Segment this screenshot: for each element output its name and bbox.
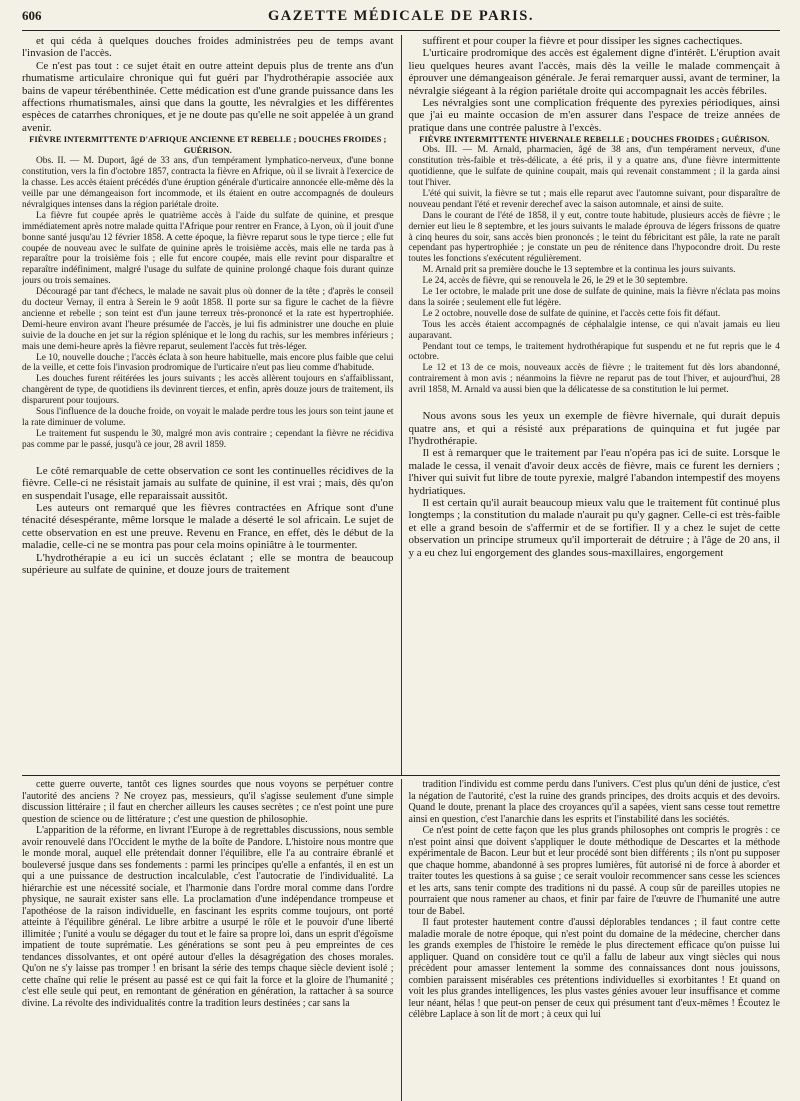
feuilleton-paragraph: Ce n'est point de cette façon que les plus grands philosophes ont compris le progrès : ce n'est point ainsi que doivent s'appliquer le doute méthodique de Descartes et la méthode expérimentale de Bacon. Leur but et leur procédé sont bien différents ; ils n'ont pu supposer que chaque homme, abandonné à ses propres lumières, fût autorisé ni de force à aborder et traiter toutes les questions à sa guise ; ce serait vouloir recommencer sans cesse les sciences et les arts, sans tenir compte des traditions ni du passé. A coup sûr de pareilles utopies ne pourraient que nous ramener au chaos, et finir par faire de l'œuvre de l'humanité une autre tour de Babel. (408, 825, 780, 917)
observation-paragraph: Le 2 octobre, nouvelle dose de sulfate de quinine, et l'accès cette fois fit défaut. (422, 308, 721, 319)
lower-section (22, 779, 780, 1101)
observation-paragraph: La fièvre fut coupée après le quatrième accès à l'aide du sulfate de quinine, et presque immédiatement après notre malade quitta l'Afrique pour rentrer en France, à Lyon, où il jouit d'une bonne santé jusqu'au 12 février 1858. A cette époque, la fièvre reparut sous le type tierce ; elle fut coupée de nouveau avec le sulfate de quinine après le troisième accès, mais elle ne tarda pas à reparaître pour la troisième fois ; elle fut encore coupée, mais elle revint pour disparaître et reparaître indéfiniment, malgré l'usage du sulfate de quinine prolongé chaque fois durant quinze jours ou trois semaines. (22, 210, 394, 287)
body-paragraph: Il est à remarquer que le traitement par l'eau n'opéra pas ici de suite. Lorsque le malade le cessa, il venait d'avoir deux accès de fièvre, mais ce furent les derniers ; l'hiver qui suivit fut libre de toute pyrexie, malgré l'abandon intempestif des moyens hydriatiques. (408, 447, 780, 497)
section-gap (22, 451, 394, 465)
body-paragraph: Ce n'est pas tout : ce sujet était en outre atteint depuis plus de trente ans d'un rhumatisme articulaire chronique qui fut guéri par l'hydrothérapie associée aux bains de vapeur térébenthinée. Cette médication est d'une grande puissance dans les affections rhumatismales, ainsi que dans la goutte, les névralgies et les différentes espèces de catarrhes chroniques, et je ne doute pas qu'elle ne soit appelée à un grand avenir. (22, 59, 394, 134)
section-heading: FIÈVRE INTERMITTENTE D'AFRIQUE ANCIENNE ET REBELLE ; DOUCHES FROIDES ; GUÉRISON. (29, 134, 387, 156)
observation-paragraph: L'été qui suivit, la fièvre se tut ; mais elle reparut avec l'automne suivant, pour disparaître de nouveau pendant l'été et revenir derechef avec la saison automnale, et ainsi de suite. (408, 188, 780, 210)
body-paragraph: Le côté remarquable de cette observation ce sont les continuelles récidives de la fièvre. Celle-ci ne résistait jamais au sulfate de quinine, il est vrai ; mais, dès qu'on en suspendait l'usage, elle reparaissait aussitôt. (22, 464, 394, 502)
body-paragraph: Les auteurs ont remarqué que les fièvres contractées en Afrique sont d'une ténacité désespérante, même lorsque le malade a déserté le sol africain. Le sujet de cette observation en est une preuve. Revenu en France, en effet, dès le début de la maladie, celle-ci ne se montra pas pour cela moins opiniâtre à le tourmenter. (22, 501, 394, 552)
left-column (22, 35, 402, 775)
observation-paragraph: Le 24, accès de fièvre, qui se renouvela le 26, le 29 et le 30 septembre. (422, 276, 688, 287)
observation-paragraph: Pendant tout ce temps, le traitement hydrothérapique fut suspendu et ne fut repris que le 4 octobre. (408, 341, 780, 363)
body-paragraph: et qui céda à quelques douches froides administrées peu de temps avant l'invasion de l'accès. (22, 35, 394, 60)
observation-paragraph: Obs. III. — M. Arnald, pharmacien, âgé de 38 ans, d'un tempérament nerveux, d'une constitution très-faible et très-délicate, a été pris, il y a quatre ans, d'une fièvre intermittente quotidienne, que le sulfate de quinine coupait, mais qui revenait constamment ; il la garda ainsi tout l'hiver. (408, 145, 780, 188)
observation-paragraph: Découragé par tant d'échecs, le malade ne savait plus où donner de la tête ; d'après le conseil du docteur Vernay, il entra à Serein le 9 août 1858. Il porte sur sa figure le cachet de la fièvre ancienne et rebelle ; son teint est d'un jaune terreux très-prononcé et la rate est hypertrophiée. Demi-heure environ avant l'heure présumée de l'accès, je lui fis administrer une douche en pluie suivie de la douche en jet sur la région splénique et le long du rachis, sur les membres inférieurs ; mais une demi-heure après la fièvre reparut, seulement l'accès fut très-léger. (22, 287, 394, 352)
body-paragraph: suffirent et pour couper la fièvre et pour dissiper les signes cachectiques. (422, 35, 743, 47)
feuilleton-paragraph: Il faut protester hautement contre d'aussi déplorables tendances ; il faut contre cette maladie morale de notre époque, qui n'est point du domaine de la médecine, chercher dans les grands exemples de l'histoire le remède le plus directement efficace qu'on puisse lui appliquer. Quand on considère tout ce qu'il a fallu de labeur aux vingt siècles qui nous précèdent pour amasser lentement la somme des connaissances dont nous jouissons, combien paraissent misérables ces prétentions individuelles si exorbitantes ! Et quand on voit les plus grandes intelligences, les plus vastes génies avouer leur insuffisance et comme leur néant, hélas ! que peut-on penser de ceux qui présument tant d'eux-mêmes ! Écoutez le célèbre Laplace à son lit de mort ; à ceux qui lui (408, 917, 780, 1020)
observation-paragraph: M. Arnald prit sa première douche le 13 septembre et la continua les jours suivants. (422, 265, 736, 276)
section-gap (409, 396, 781, 410)
page-number: 606 (22, 8, 42, 23)
upper-section (22, 35, 780, 776)
feuilleton-paragraph: tradition l'individu est comme perdu dans l'univers. C'est plus qu'un déni de justice, c'est la négation de l'autorité, c'est la ruine des grands principes, des droits acquis et des devoirs. Quand le doute, prenant la place des croyances qu'il a sapées, vient sans cesse tout remettre ainsi en question, c'est l'anarchie dans les esprits et l'instabilité dans les sociétés. (408, 779, 780, 825)
journal-title: GAZETTE MÉDICALE DE PARIS. (268, 8, 534, 24)
observation-paragraph: Le traitement fut suspendu le 30, malgré mon avis contraire ; cependant la fièvre ne récidiva pas comme par le passé, jusqu'à ce jour, 28 avril 1859. (22, 428, 394, 450)
observation-paragraph: Tous les accès étaient accompagnés de céphalalgie intense, ce qui n'avait jamais eu lieu auparavant. (408, 319, 780, 341)
observation-paragraph: Le 10, nouvelle douche ; l'accès éclata à son heure habituelle, mais encore plus faible que celui de la veille, et cette fois l'invasion prodromique de l'urticaire n'eut pas lieu comme d'habitude. (22, 352, 394, 374)
right-column (402, 35, 781, 775)
body-paragraph: L'urticaire prodromique des accès est également digne d'intérêt. L'éruption avait lieu quelques heures avant l'accès, mais dès la veille le malade commençait à éprouver une démangeaison générale. Je ferai remarquer aussi, avant de terminer, la névralgie siégeant à la région pariétale droite qui accompagnait les accès fébriles. (408, 47, 780, 97)
observation-paragraph: Les douches furent réitérées les jours suivants ; les accès allèrent toujours en s'affaiblissant, changèrent de type, de quotidiens ils devinrent tierces, et enfin, après douze jours de traitement, ils disparurent pour toujours. (22, 374, 394, 407)
feuilleton-paragraph: L'apparition de la réforme, en livrant l'Europe à de regrettables discussions, nous semble avoir renouvelé dans l'Occident le mythe de la boîte de Pandore. L'histoire nous montre que le monde moral, auquel elle prétendait donner l'équilibre, elle l'a au contraire ébranlé et bouleversé jusque dans ses fondements : parmi les principes qu'elle a enfantés, il en est un qui a une puissance de destruction incalculable, c'est l'autocratie de l'individualité. La hiérarchie est une nécessité sociale, et l'harmonie dans l'ordre moral comme dans l'ordre physique, ne saurait exister sans elle. La proclamation d'une indépendance trompeuse et l'apothéose de la raison individuelle, en fascinant les esprits comme toujours, ont porté atteinte à l'équilibre général. Le libre arbitre a usurpé le rôle et le pouvoir d'une liberté illimitée ; l'unité a voulu se dégager du tout et le faire sa propre loi, dans un esprit d'égoïsme impatient de toute suprématie. Les générations se sont peu à peu empreintes de ces tendances dissolvantes, et ont opéré autour d'elles la désagrégation des choses morales. Qu'on ne s'y laisse pas tromper ! en brisant la série des temps chaque siècle devient isolé ; cette chaîne qui relie le présent au passé est ce qui fait la force et la gloire de l'humanité ; c'est elle seule qui peut, en remontant de génération en génération, la rattacher à sa source divine. La révolte des individualités contre la tradition leurs destinées ; car sans la (22, 825, 394, 1009)
observation-paragraph: Dans le courant de l'été de 1858, il y eut, contre toute habitude, plusieurs accès de fièvre ; le dernier eut lieu le 8 septembre, et les jours suivants le malade éprouva de légers frissons de quatre à cinq heures du soir, sans accès bien prononcés ; le teint du fébricitant est pâle, la rate ne paraît cependant pas hypertrophiée ; je constate un peu de rénitence dans l'hypocondre droit. Du reste toutes les fonctions s'exécutent régulièrement. (408, 210, 780, 265)
body-paragraph: L'hydrothérapie a eu ici un succès éclatant ; elle se montra de beaucoup supérieure au sulfate de quinine, et douze jours de traitement (22, 551, 394, 576)
observation-paragraph: Obs. II. — M. Duport, âgé de 33 ans, d'un tempérament lymphatico-nerveux, d'une bonne constitution, vers la fin d'octobre 1857, contracta la fièvre en Afrique, où il se livrait à l'exercice de la chasse. Les accès étaient précédés d'une éruption générale d'urticaire annoncée elle-même dès la veille par une démangeaison fort incommode, et ils étaient en outre accompagnés de douleurs névralgiques intenses dans la région pariétale droite. (22, 156, 394, 210)
body-paragraph: Les névralgies sont une complication fréquente des pyrexies périodiques, ainsi que j'ai eu mainte occasion de m'en assurer dans l'espace de treize années de pratique dans une contrée palustre à l'excès. (408, 97, 780, 134)
lower-left-column (22, 779, 402, 1101)
observation-paragraph: Le 12 et 13 de ce mois, nouveaux accès de fièvre ; le traitement fut dès lors abandonné, contrairement à mon avis ; néanmoins la fièvre ne reparut pas de tout l'hiver, et aujourd'hui, 28 avril 1858, M. Arnald va aussi bien que la délicatesse de sa constitution le lui permet. (408, 363, 780, 396)
body-paragraph: Nous avons sous les yeux un exemple de fièvre hivernale, qui durait depuis quatre ans, et qui a résisté aux préparations de quinquina et fut jugée par l'hydrothérapie. (408, 410, 780, 447)
lower-right-column (402, 779, 781, 1101)
feuilleton-paragraph: cette guerre ouverte, tantôt ces lignes sourdes que nous voyons se perpétuer contre l'autorité des anciens ? Ne croyez pas, messieurs, qu'il s'agisse seulement d'une simple discussion littéraire ; il faut en chercher ailleurs les causes secrètes ; ce n'est point une pure question de science ou de littérature ; c'est une question de philosophie. (22, 779, 394, 825)
running-header (22, 8, 780, 31)
section-heading: FIÈVRE INTERMITTENTE HIVERNALE REBELLE ; DOUCHES FROIDES ; GUÉRISON. (419, 134, 770, 145)
body-paragraph: Il est certain qu'il aurait beaucoup mieux valu que le traitement fût continué plus longtemps ; la constitution du malade n'aurait pu qu'y gagner. Celle-ci est très-faible et elle a grand besoin de s'affermir et de se fortifier. Il y a chez le sujet de cette observation un principe strumeux qu'il importerait de détruire ; à l'âge de 20 ans, il y a eu chez lui engorgement des glandes sous-maxillaires, engorgement (408, 496, 780, 559)
observation-paragraph: Sous l'influence de la douche froide, on voyait le malade perdre tous les jours son teint jaune et la rate diminuer de volume. (22, 407, 394, 428)
observation-paragraph: Le 1er octobre, le malade prit une dose de sulfate de quinine, mais la fièvre n'éclata pas moins dans la soirée ; seulement elle fut légère. (408, 287, 780, 308)
